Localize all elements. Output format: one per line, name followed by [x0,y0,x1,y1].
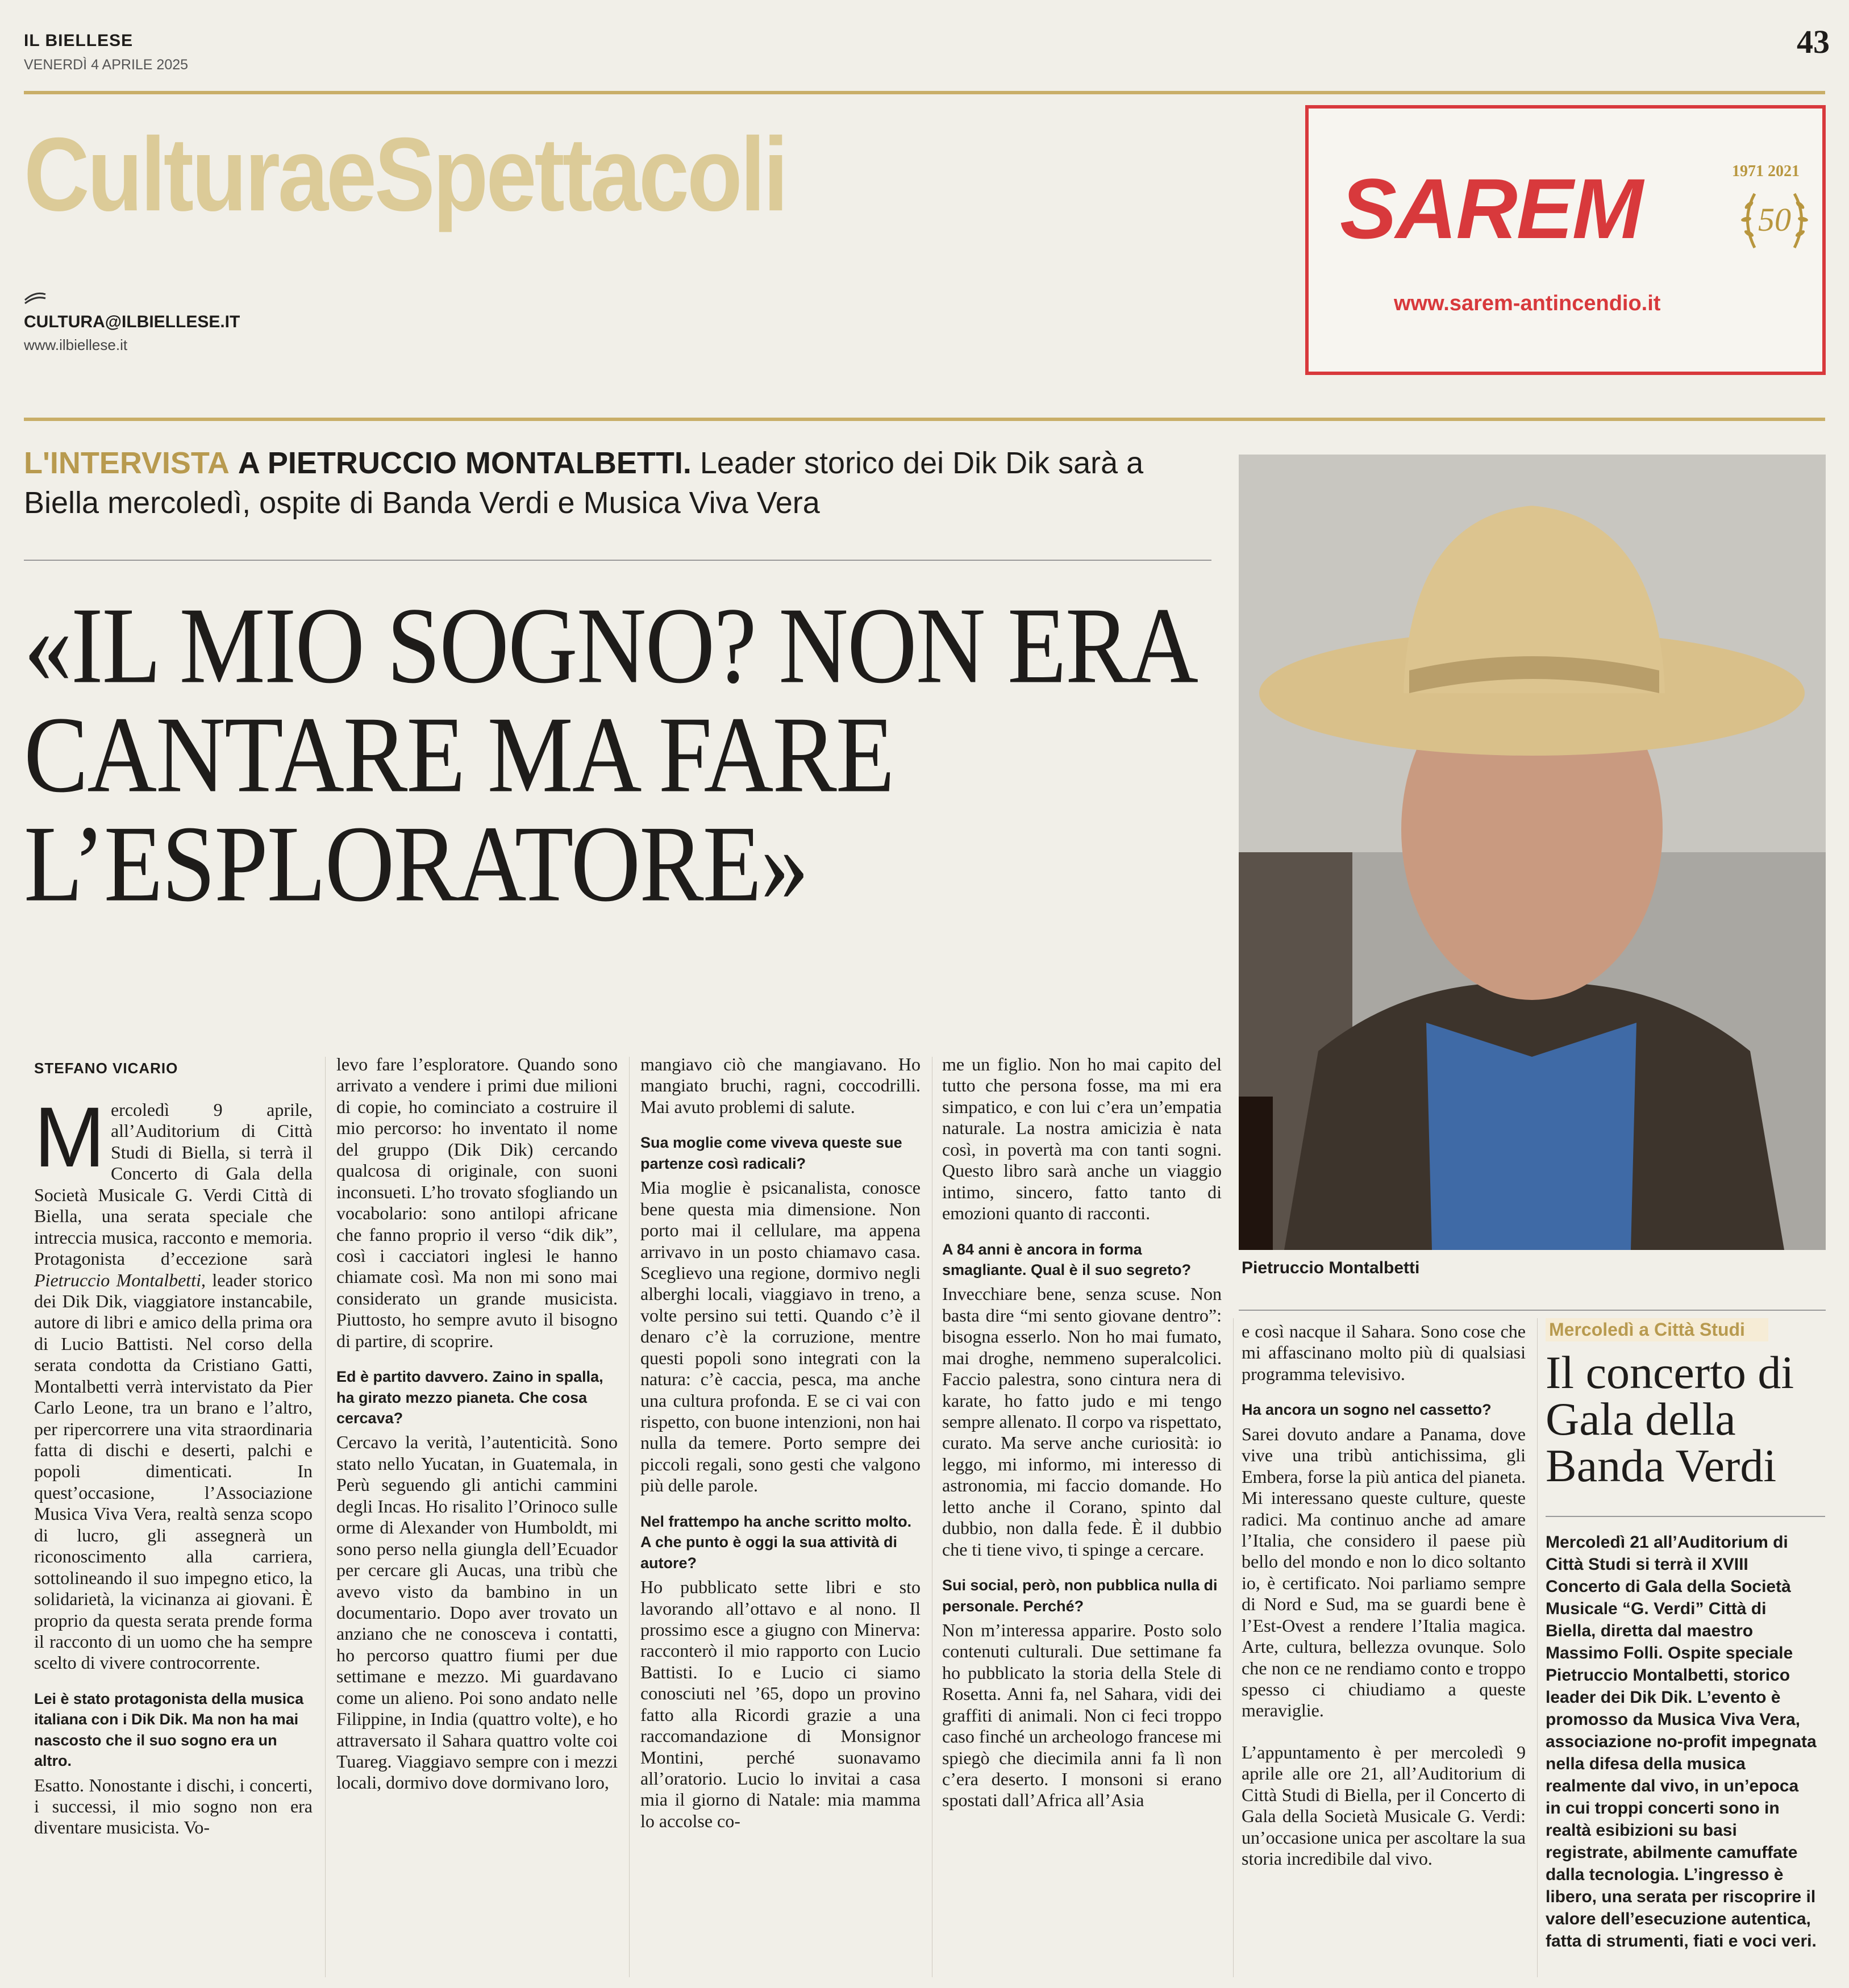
col5-paragraph-2: L’appuntamento è per mercoledì 9 aprile alle ore 21, all’Auditorium di Città Studi di Biella, per il Concerto di Gala della Società Musicale G. Verdi: un’occasione unica per ascoltare la sua storia incredibile dal vivo. [1242,1741,1526,1869]
section-website: www.ilbiellese.it [24,336,128,353]
section-email: CULTURA@ILBIELLESE.IT [24,312,240,331]
column-separator [325,1057,326,1977]
col4-answer-2: Non m’interessa apparire. Posto solo contenuti culturali. Due settimane fa ho pubblicato la storia della Stele di Rosetta. Anni fa, nel Sahara, vidi dei graffiti di animali. Non ci feci troppo caso finché un archeologo francese mi spiegò che diecimila anni fa lì non c’era deserto. I monsoni si erano spostati dall’Africa all’Asia [942,1619,1222,1811]
article-column-4 [942,1054,1222,1811]
kicker-rule [24,560,1211,561]
ad-brand-name: SAREM [1340,161,1642,256]
col4-question-1: A 84 anni è ancora in forma smagliante. Qual è il suo segreto? [942,1240,1192,1278]
col4-paragraph-1: me un figlio. Non ho mai capito del tutto che persona fosse, ma mi era simpatico, e con lui c’era un’empatia naturale. La nostra amicizia è nata così, in povertà ma con tanti sogni. Questo libro sarà anche un viaggio intimo, sincero, fatto tanto di emozioni quanto di racconti. [942,1054,1222,1224]
col1-paragraph-1-italic: Pietruccio Montalbetti [34,1269,201,1290]
col3-paragraph-1: mangiavo ciò che mangiavano. Ho mangiato bruchi, ragni, coccodrilli. Mai avuto problemi di salute. [640,1054,921,1117]
col5-question-1: Ha ancora un sogno nel cassetto? [1242,1401,1492,1419]
article-byline: STEFANO VICARIO [34,1060,178,1077]
article-column-2 [336,1054,618,1794]
dropcap: M [34,1089,105,1185]
col2-question-1: Ed è partito davvero. Zaino in spalla, ha girato mezzo pianeta. Che cosa cercava? [336,1368,603,1427]
sidebar-kicker: Mercoledì a Città Studi [1546,1318,1768,1341]
kicker-subject: A PIETRUCCIO MONTALBETTI. [238,446,692,480]
section-gold-rule [24,418,1825,421]
col2-answer-1: Cercavo la verità, l’autenticità. Sono stato nello Yucatan, in Guatemala, in Perù seguendo gli antichi cammini degli Incas. Ho risalito l’Orinoco sulle orme di Alexander von Humboldt, mi sono perso nella giungla dell’Ecuador per cercare gli Aucas, una tribù che avevo visto da bambino in un documentario. Dopo aver trovato un anziano che ne conosceva i contatti, ho percorso quattro fiumi per due settimane e mezzo. Mi guardavano come un alieno. Poi sono andato nelle Filippine, in India (quattro volte), e ho attraversato il Sahara quattro volte coi Tuareg. Viaggiavo sempre con i mezzi locali, dormivo dove dormivano loro, [336,1432,618,1793]
page-number: 43 [1797,23,1830,60]
issue-date: VENERDÌ 4 APRILE 2025 [24,57,189,73]
col1-paragraph-1: ercoledì 9 aprile, all’Auditorium di Città Studi di Biella, si terrà il Concerto di Gala della Società Musicale G. Verdi Città di Biella, una serata speciale che intreccia musica, racconto e memoria. Protagonista d’eccezione sarà [34,1099,313,1269]
ad-url: www.sarem-antincendio.it [1394,291,1661,315]
portrait-photo [1239,455,1826,1250]
ad-years: 1971 2021 [1732,162,1800,180]
col3-question-2: Nel frattempo ha anche scritto molto. A che punto è oggi la sua attività di autore? [640,1512,912,1572]
lower-right-rule [1239,1310,1826,1311]
kicker-label: L'INTERVISTA [24,446,230,480]
col3-question-1: Sua moglie come viveva queste sue partenze così radicali? [640,1134,902,1172]
column-separator [1233,1318,1234,1977]
article-column-5 [1242,1321,1526,1870]
sidebar-rule [1546,1516,1825,1517]
article-column-3 [640,1054,921,1832]
top-gold-rule [24,91,1825,94]
col5-paragraph-1: e così nacque il Sahara. Sono cose che mi affascinano molto più di qualsiasi programma televisivo. [1242,1321,1526,1384]
column-separator [1537,1318,1538,1977]
kicker-text: Leader storico dei Dik Dik sarà a Biella mercoledì, ospite di Banda Verdi e Musica Viva Vera [24,446,1144,520]
mail-icon [24,291,47,306]
column-separator [629,1057,630,1977]
newspaper-name: IL BIELLESE [24,31,134,50]
col4-answer-1: Invecchiare bene, senza scuse. Non basta dire “mi sento giovane dentro”: bisogna esserlo. Non ho mai fumato, mai droghe, nemmeno superalcolici. Faccio palestra, sono cintura nera di karate, ho fatto judo e mi tengo sempre allenato. Il corpo va rispettato, curato. Ma serve anche curiosità: io leggo, mi informo, mi interesso di astronomia, mi faccio domande. Ho letto anche il Corano, spinto dal dubbio, non dalla fede. È il dubbio che ti tiene vivo, ti spinge a cercare. [942,1283,1222,1560]
article-kicker [24,443,1217,523]
col3-answer-2: Ho pubblicato sette libri e sto lavorando all’ottavo e al nono. Il prossimo esce a giugno con Minerva: racconterò il mio rapporto con Lucio Battisti. Io e Lucio ci siamo conosciuti nel ’65, dopo un provino fatto alla Ricordi grazie a una raccomandazione di Monsignor Montini, perché suonavamo all’oratorio. Lucio lo invitai a casa mia il giorno di Natale: mia mamma lo accolse co- [640,1577,921,1831]
col1-question-1: Lei è stato protagonista della musica italiana con i Dik Dik. Ma non ha mai nascosto che il suo sogno era un altro. [34,1690,304,1770]
col3-answer-1: Mia moglie è psicanalista, conosce bene questa mia dimensione. Non porto mai il cellulare, ma appena arrivavo in un posto chiamavo casa. Sceglievo una regione, dormivo negli alberghi locali, viaggiavo in treno, a volte persino sui tetti. Quando c’è il denaro c’è la corruzione, mentre questi popoli sono integrati con la natura: c’è caccia, pesca, ma anche una cultura profonda. E se ci vai con rispetto, con buone intenzioni, non hai nulla da temere. Porto sempre dei piccoli regali, sono gesti che valgono più delle parole. [640,1177,921,1496]
sarem-advertisement [1305,105,1826,375]
col4-question-2: Sui social, però, non pubblica nulla di personale. Perché? [942,1577,1218,1615]
sidebar-body: Mercoledì 21 all’Auditorium di Città Studi si terrà il XVIII Concerto di Gala della Società Musicale “G. Verdi” Città di Biella, diretta dal maestro Massimo Folli. Ospite speciale Pietruccio Montalbetti, storico leader dei Dik Dik. L’evento è promosso da Musica Viva Vera, associazione no-profit impegnata nella difesa della musica realmente dal vivo, in un’epoca in cui troppi concerti sono in realtà esibizioni su basi registrate, abilmente camuffate dalla tecnologia. L’ingresso è libero, una serata per riscoprire il valore dell’esecuzione autentica, fatta di strumenti, fiati e voci veri. [1546,1533,1817,1951]
sidebar-title: Il concerto di Gala della Banda Verdi [1546,1347,1794,1491]
col1-answer-1: Esatto. Nonostante i dischi, i concerti, i successi, il mio sogno non era diventare musicista. Vo- [34,1774,313,1838]
ad-anniversary-number: 50 [1758,201,1791,238]
photo-caption: Pietruccio Montalbetti [1242,1258,1420,1277]
col2-paragraph-1: levo fare l’esploratore. Quando sono arrivato a vendere i primi due milioni di copie, ho cominciato a costruire il mio percorso: ho inventato il nome del gruppo (Dik Dik) cercando qualcosa di originale, con suoni inconsueti. L’ho trovato sfogliando un vocabolario: sono antilopi africane che fanno proprio il verso “dik dik”, così i cacciatori inglesi le hanno chiamate così. Ma non mi sono mai considerato un grande musicista. Piuttosto, ho sempre avuto il bisogno di partire, di scoprire. [336,1054,618,1351]
col5-answer-1: Sarei dovuto andare a Panama, dove vive una tribù antichissima, gli Embera, forse la più antica del pianeta. Mi interessano queste culture, queste radici. Ma continuo anche ad amare l’Italia, che considero il paese più bello del mondo e non lo dico soltanto io, è certificato. Noi parliamo sempre di Nord e Sud, ma se guardi bene è l’Est-Ovest a rendere l’Italia magica. Arte, cultura, bellezza ovunque. Solo che non ce ne rendiamo conto e troppo spesso ci chiudiamo a queste meraviglie. [1242,1423,1526,1721]
col1-paragraph-1-end: , leader storico dei Dik Dik, viaggiatore instancabile, autore di libri e amico della prima ora di Lucio Battisti. Nel corso della serata condotta da Cristiano Gatti, Montalbetti verrà intervistato da Pier Carlo Leone, tra un brano e l’altro, per ripercorrere una vita straordinaria fatta di dischi e deserti, palchi e popoli dimenticati. In quest’occasione, l’Associazione Musica Viva Vera, realtà senza scopo di lucro, gli assegnerà un riconoscimento alla carriera, sottolineando il suo impegno etico, la solidarietà, la vicinanza ai giovani. È proprio da questa serata prende forma il racconto di un uomo che ha sempre scelto di vivere controcorrente. [34,1269,313,1673]
article-headline: «IL MIO SOGNO? NON ERA CANTARE MA FARE L’ESPLORATORE» [24,585,1192,924]
section-title: CulturaeSpettacoli [24,115,786,233]
article-column-1 [34,1089,313,1839]
laurel-50-icon [1732,177,1817,262]
